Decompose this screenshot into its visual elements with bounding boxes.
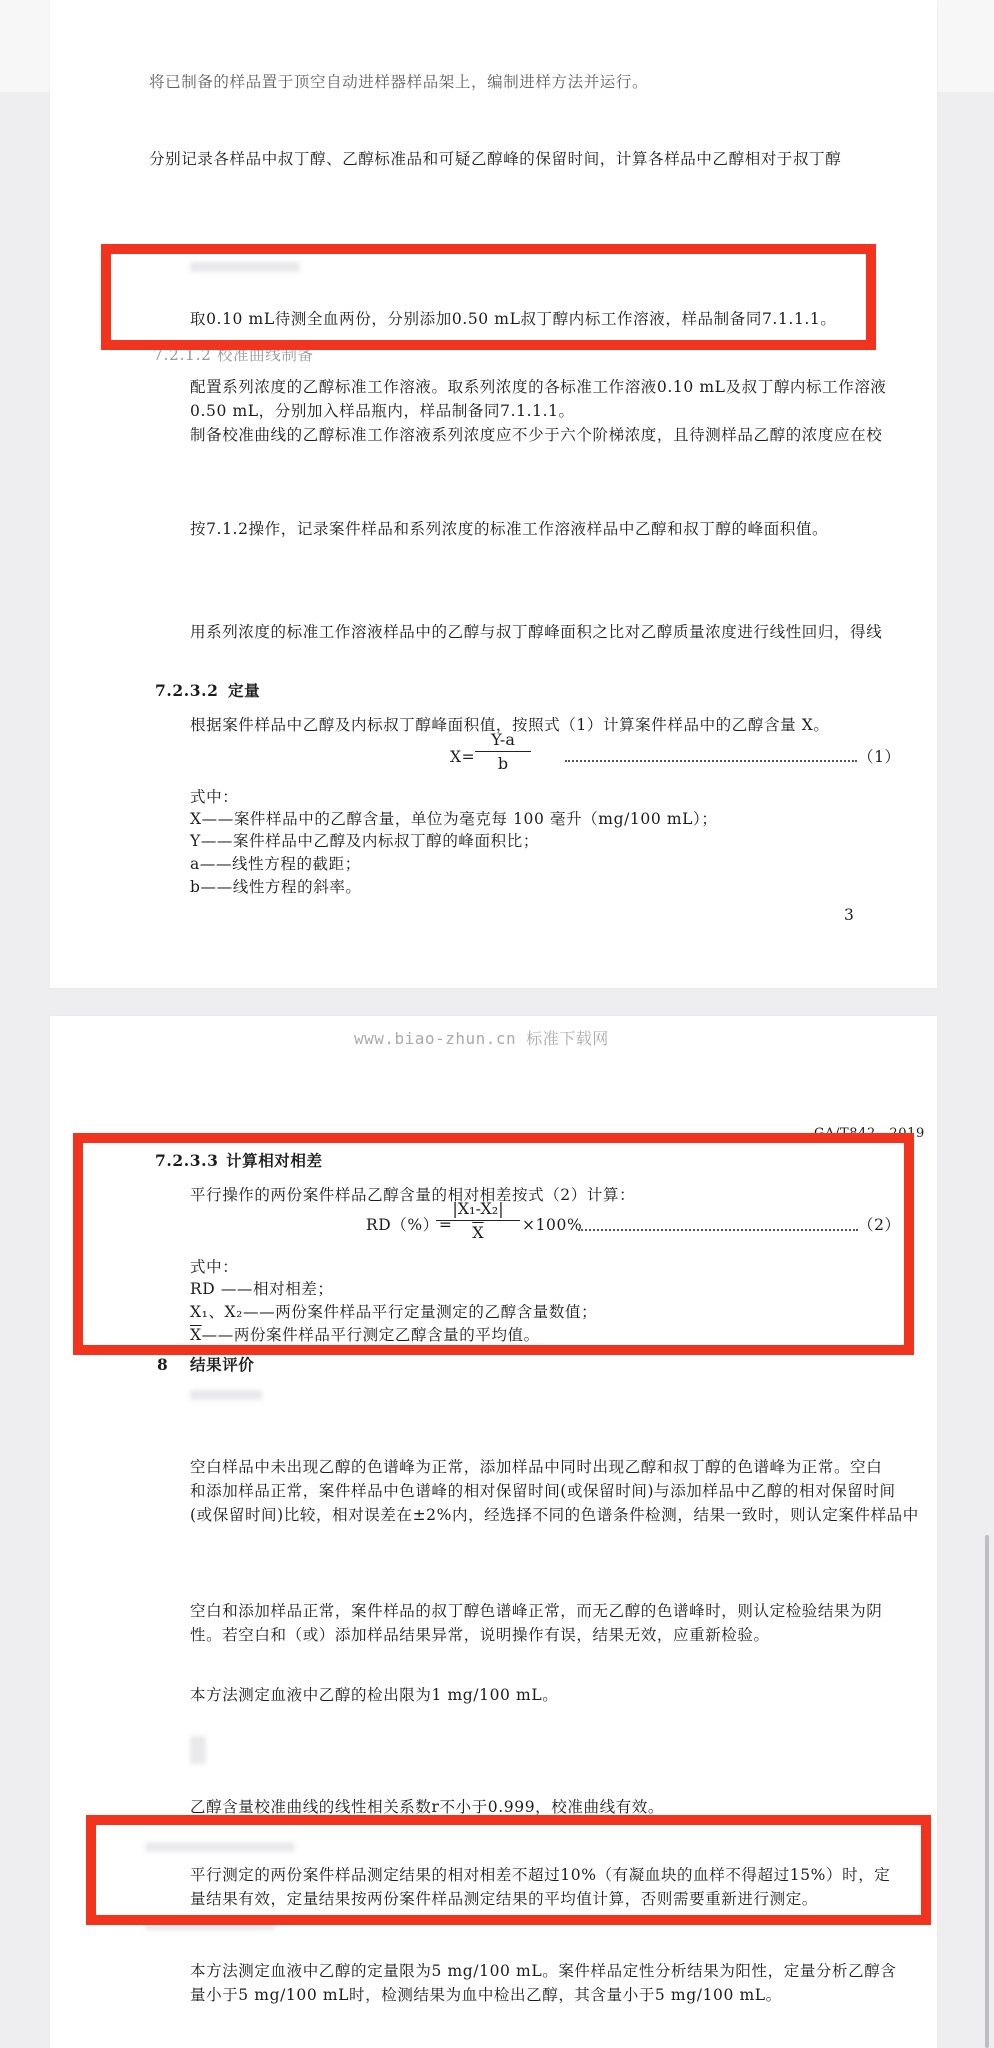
blurred-mark [190, 1736, 206, 1764]
definition-x: X——案件样品中的乙醇含量，单位为毫克每 100 毫升（mg/100 mL）； [190, 810, 718, 828]
paragraph-blank-1: 空白样品中未出现乙醇的色谱峰为正常，添加样品中同时出现乙醇和叔丁醇的色谱峰为正常。空白 [190, 1458, 883, 1476]
cut-off-heading: 7.2.1.2 校准曲线制备 [153, 346, 314, 364]
formula-2-lhs: RD（%）= [366, 1216, 453, 1234]
definition-rd: RD ——相对相差； [190, 1280, 334, 1298]
highlight-box-sample-prep [101, 244, 876, 350]
section-number-7-2-3-3: 7.2.3.3 [155, 1151, 219, 1170]
paragraph-parallel-2: 量结果有效，定量结果按两份案件样品测定结果的平均值计算，否则需要重新进行测定。 [190, 1890, 818, 1908]
cut-off-line: 将已制备的样品置于顶空自动进样器样品架上，编制进样方法并运行。 [149, 73, 649, 91]
scrollbar[interactable] [985, 1535, 989, 2048]
paragraph-parallel-1: 平行测定的两份案件样品测定结果的相对相差不超过10%（有凝血块的血样不得超过15%）时，定 [190, 1866, 891, 1884]
highlight-box-parallel-result [86, 1815, 931, 1925]
paragraph-record-times: 分别记录各样品中叔丁醇、乙醇标准品和可疑乙醇峰的保留时间，计算各样品中乙醇相对于叔丁醇 [149, 150, 842, 168]
section-heading-result-evaluation: 结果评价 [190, 1355, 255, 1374]
highlight-box-relative-difference [73, 1133, 914, 1355]
formula-1-numerator: Y-a [475, 730, 531, 752]
section-heading-quantification: 定量 [228, 681, 261, 700]
paragraph-calibration-2: 0.50 mL，分别加入样品瓶内，样品制备同7.1.1.1。 [190, 402, 575, 420]
definition-xbar-text: ——两份案件样品平行测定乙醇含量的平均值。 [201, 1326, 540, 1344]
formula-1-number: （1） [858, 748, 901, 766]
formula-1-lhs: X= [450, 748, 476, 766]
paragraph-blank-3: (或保留时间)比较，相对误差在±2%内，经选择不同的色谱条件检测，结果一致时，则认定案件样品中 [190, 1506, 919, 1524]
formula-1-fraction [475, 730, 531, 773]
paragraph-quant-limit-1: 本方法测定血液中乙醇的定量限为5 mg/100 mL。案件样品定性分析结果为阳性，定量分析乙醇含 [190, 1962, 897, 1980]
section-number-7-2-3-2: 7.2.3.2 [155, 681, 219, 700]
paragraph-negative-1: 空白和添加样品正常，案件样品的叔丁醇色谱峰正常，而无乙醇的色谱峰时，则认定检验结果为阴 [190, 1602, 883, 1620]
definition-x1-x2: X₁、X₂——两份案件样品平行定量测定的乙醇含量数值； [190, 1303, 598, 1321]
paragraph-quant-limit-2: 量小于5 mg/100 mL时，检测结果为血中检出乙醇，其含量小于5 mg/100 mL。 [190, 1986, 782, 2004]
paragraph-calibration-1: 配置系列浓度的乙醇标准工作溶液。取系列浓度的各标准工作溶液0.10 mL及叔丁醇内标工作溶液 [190, 378, 887, 396]
paragraph-quantification: 根据案件样品中乙醇及内标叔丁醇峰面积值，按照式（1）计算案件样品中的乙醇含量 X。 [190, 716, 830, 734]
section-number-8: 8 [157, 1355, 169, 1374]
definition-xbar-symbol: $\overline{X}$ [190, 1326, 202, 1344]
formula-2-multiplier: ×100% [522, 1216, 583, 1234]
where-label-2: 式中： [190, 1258, 239, 1276]
definition-b: b——线性方程的斜率。 [190, 878, 362, 896]
paragraph-operation: 按7.1.2操作，记录案件样品和系列浓度的标准工作溶液样品中乙醇和叔丁醇的峰面积值。 [190, 520, 829, 538]
blurred-subheading [190, 1390, 262, 1400]
paragraph-calibration-3: 制备校准曲线的乙醇标准工作溶液系列浓度应不少于六个阶梯浓度，且待测样品乙醇的浓度应在校 [190, 426, 883, 444]
paragraph-negative-2: 性。若空白和（或）添加样品结果异常，说明操作有误，结果无效，应重新检验。 [190, 1626, 770, 1644]
page-number: 3 [844, 906, 855, 924]
formula-1-denominator: b [497, 754, 509, 773]
watermark: www.biao-zhun.cn 标准下载网 [354, 1029, 609, 1048]
definition-y: Y——案件样品中乙醇及内标叔丁醇的峰面积比； [190, 832, 539, 850]
header-standard-code: GA/T842—2019 [814, 1126, 925, 1141]
paragraph-regression: 用系列浓度的标准工作溶液样品中的乙醇与叔丁醇峰面积之比对乙醇质量浓度进行线性回归，得线 [190, 623, 883, 641]
formula-1-leader-dots [565, 760, 857, 762]
definition-a: a——线性方程的截距； [190, 855, 361, 873]
where-label-1: 式中： [190, 788, 239, 806]
formula-2-number: （2） [858, 1216, 901, 1234]
formula-2-numerator: |X₁-X₂| [436, 1199, 520, 1221]
document-page-1 [50, 0, 937, 988]
paragraph-sample-prep: 取0.10 mL待测全血两份，分别添加0.50 mL叔丁醇内标工作溶液，样品制备同7.1.1.1。 [190, 310, 837, 328]
formula-2-denominator: X [472, 1223, 484, 1242]
paragraph-linearity: 乙醇含量校准曲线的线性相关系数r不小于0.999，校准曲线有效。 [190, 1798, 664, 1816]
paragraph-blank-2: 和添加样品正常，案件样品中色谱峰的相对保留时间(或保留时间)与添加样品中乙醇的相对保留时间 [190, 1482, 896, 1500]
paragraph-relative-difference: 平行操作的两份案件样品乙醇含量的相对相差按式（2）计算： [190, 1186, 636, 1204]
section-heading-relative-difference: 计算相对相差 [226, 1151, 323, 1170]
paragraph-detection-limit: 本方法测定血液中乙醇的检出限为1 mg/100 mL。 [190, 1686, 559, 1704]
